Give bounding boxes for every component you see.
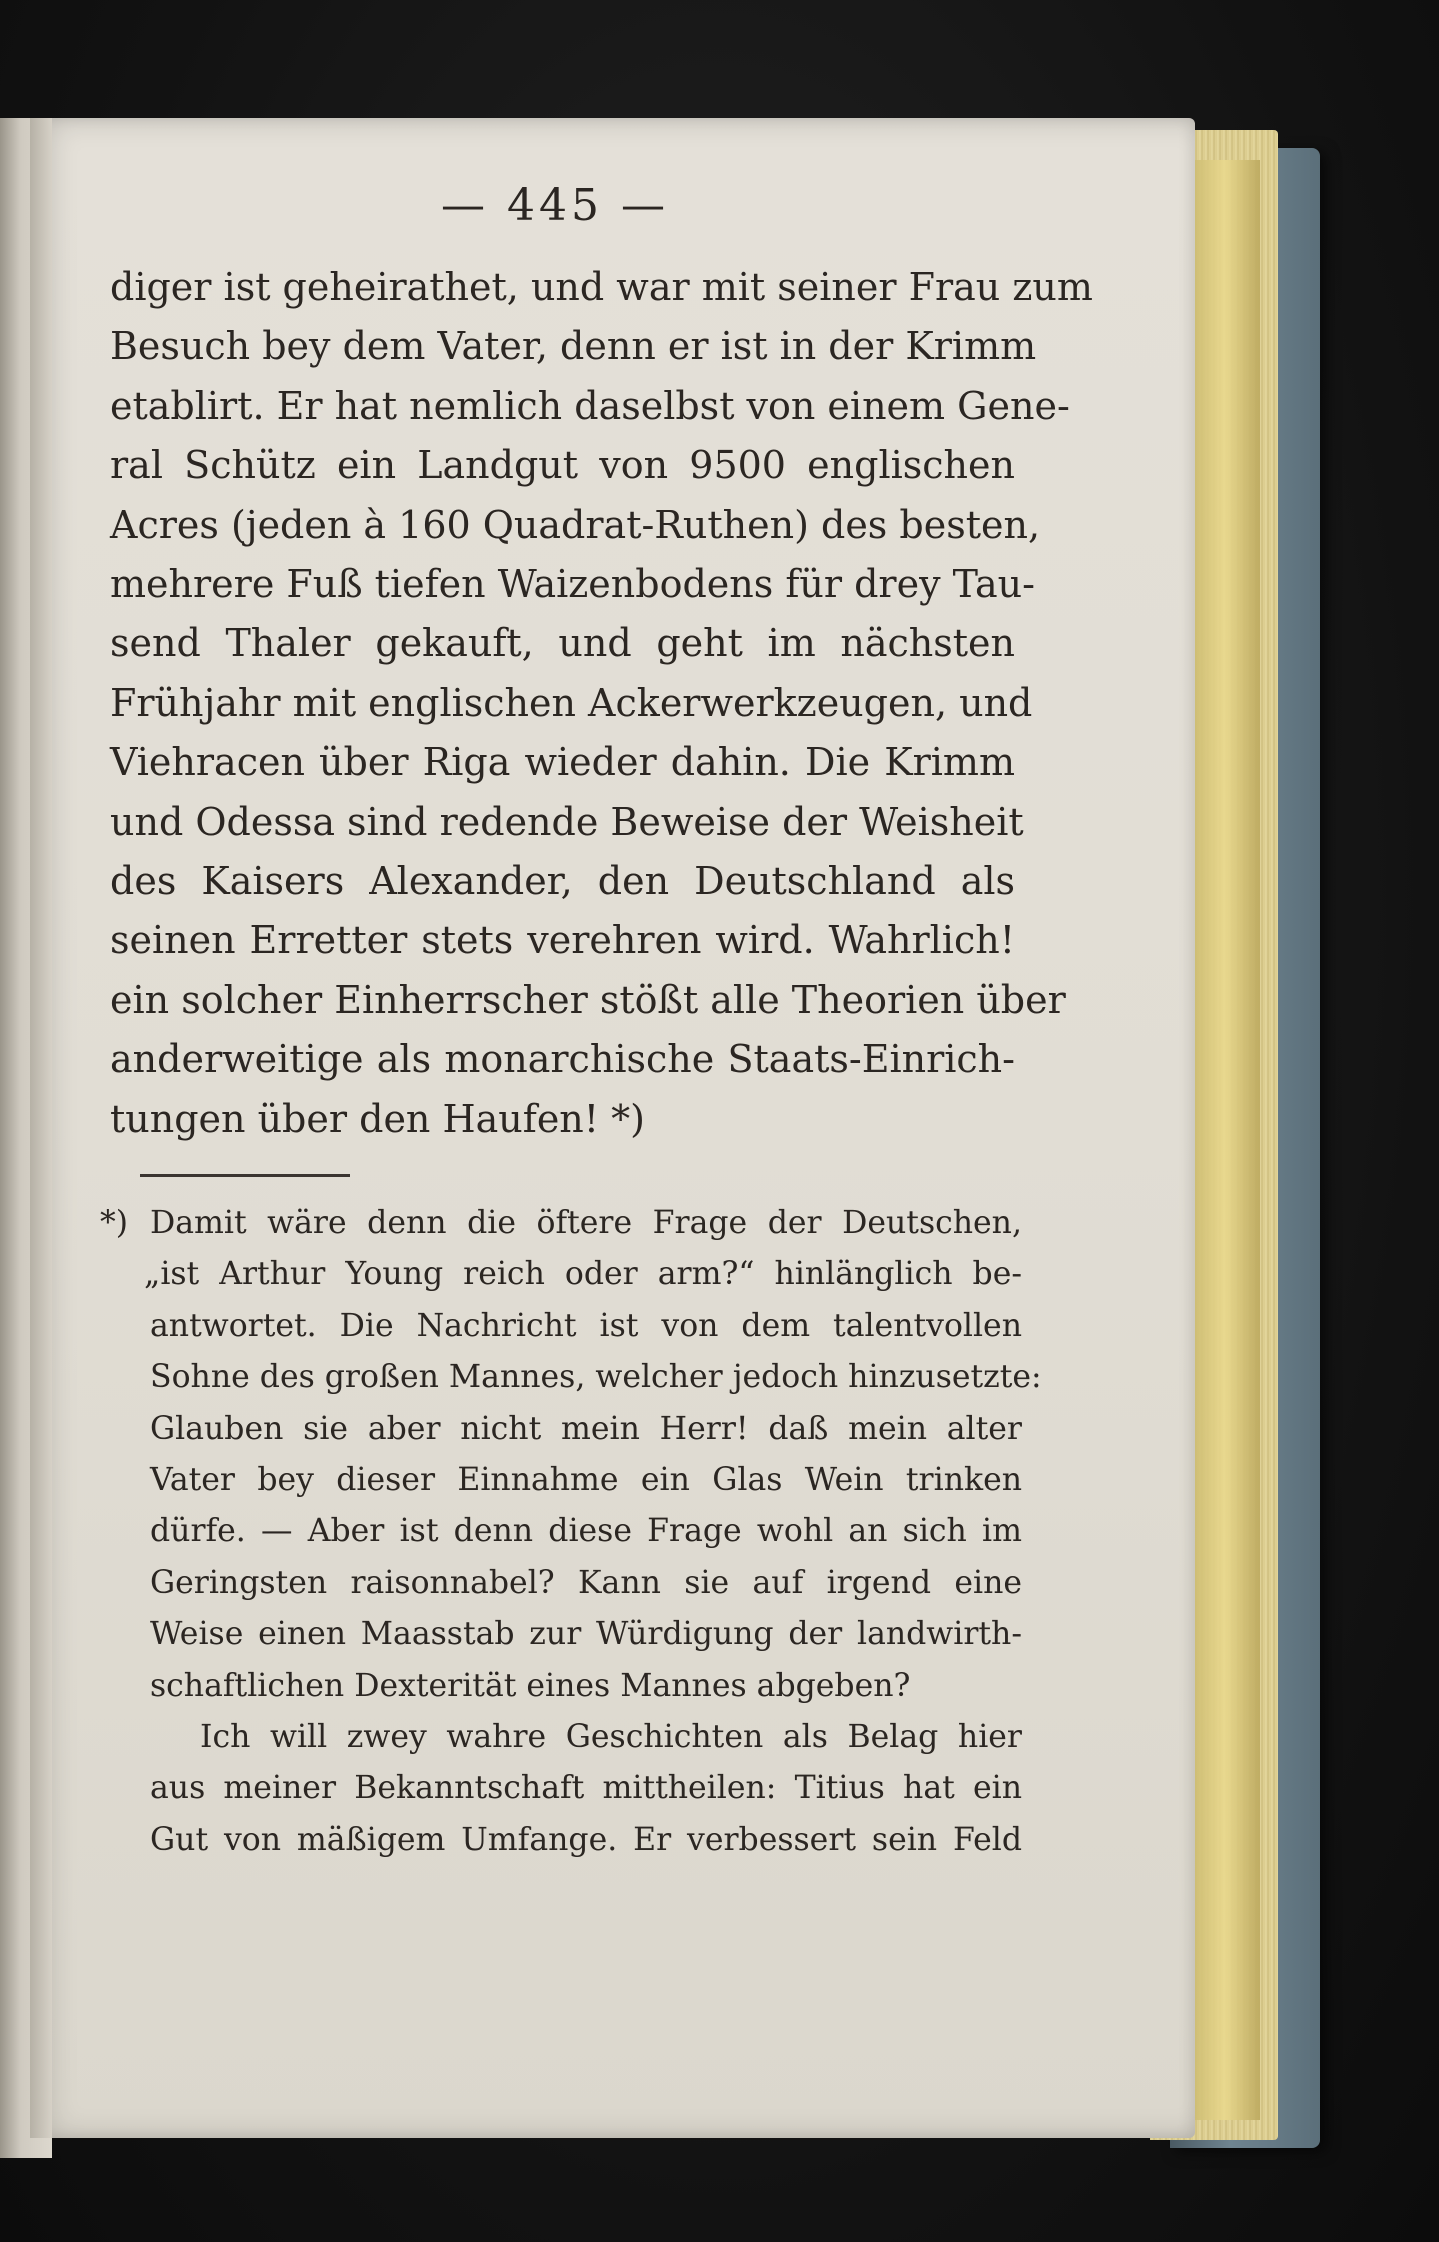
footnote-line: aus meiner Bekanntschaft mittheilen: Titius hat ein (150, 1770, 1022, 1807)
footnote-block (100, 1198, 1042, 1866)
text-line: seinen Erretter stets verehren wird. Wahrlich! (110, 918, 1015, 963)
footnote-line: Geringsten raisonnabel? Kann sie auf irgend eine (150, 1564, 1022, 1601)
text-line: tungen über den Haufen! *) (110, 1096, 645, 1141)
main-text-block (110, 258, 1093, 1149)
footnote-line: Vater bey dieser Einnahme ein Glas Wein trinken (150, 1462, 1022, 1499)
footnote-line: Gut von mäßigem Umfange. Er verbessert sein Feld (150, 1821, 1022, 1858)
text-line: ein solcher Einherrscher stößt alle Theorien über (110, 977, 1066, 1022)
text-line: und Odessa sind redende Beweise der Weisheit (110, 799, 1024, 844)
text-line: Frühjahr mit englischen Ackerwerkzeugen, und (110, 680, 1033, 725)
footnote-line: Ich will zwey wahre Geschichten als Belag hier (200, 1719, 1022, 1756)
text-line: diger ist geheirathet, und war mit seiner Frau zum (110, 265, 1093, 309)
text-line: Besuch bey dem Vater, denn er ist in der Krimm (110, 324, 1037, 369)
text-line: des Kaisers Alexander, den Deutschland als (110, 859, 1015, 904)
footnote-line: „ist Arthur Young reich oder arm?“ hinlänglich be- (144, 1256, 1022, 1293)
footnote-line: dürfe. — Aber ist denn diese Frage wohl an sich im (150, 1513, 1022, 1550)
text-line: Viehracen über Riga wieder dahin. Die Krimm (110, 740, 1015, 785)
footnote-line: schaftlichen Dexterität eines Mannes abgeben? (150, 1667, 911, 1704)
footnote-rule (140, 1174, 350, 1177)
footnote-line: Glauben sie aber nicht mein Herr! daß mein alter (150, 1410, 1022, 1447)
page-gutter (30, 118, 52, 2138)
footnote-line: antwortet. Die Nachricht ist von dem talentvollen (150, 1307, 1022, 1344)
footnote-line: Sohne des großen Mannes, welcher jedoch hinzusetzte: (150, 1359, 1042, 1396)
page-block-gilt (1190, 160, 1260, 2120)
text-line: etablirt. Er hat nemlich daselbst von einem Gene- (110, 383, 1070, 428)
text-line: ral Schütz ein Landgut von 9500 englischen (110, 443, 1015, 488)
text-line: anderweitige als monarchische Staats-Einrich- (110, 1037, 1015, 1082)
text-line: send Thaler gekauft, und geht im nächsten (110, 621, 1015, 666)
text-line: Acres (jeden à 160 Quadrat-Ruthen) des besten, (110, 502, 1041, 547)
page-number: — 445 — (441, 180, 669, 231)
footnote-line: Weise einen Maasstab zur Würdigung der landwirth- (150, 1616, 1022, 1653)
text-line: mehrere Fuß tiefen Waizenbodens für drey Tau- (110, 562, 1035, 607)
footnote-line: Damit wäre denn die öftere Frage der Deutschen, (150, 1205, 1022, 1241)
footnote-marker: *) (100, 1205, 129, 1241)
